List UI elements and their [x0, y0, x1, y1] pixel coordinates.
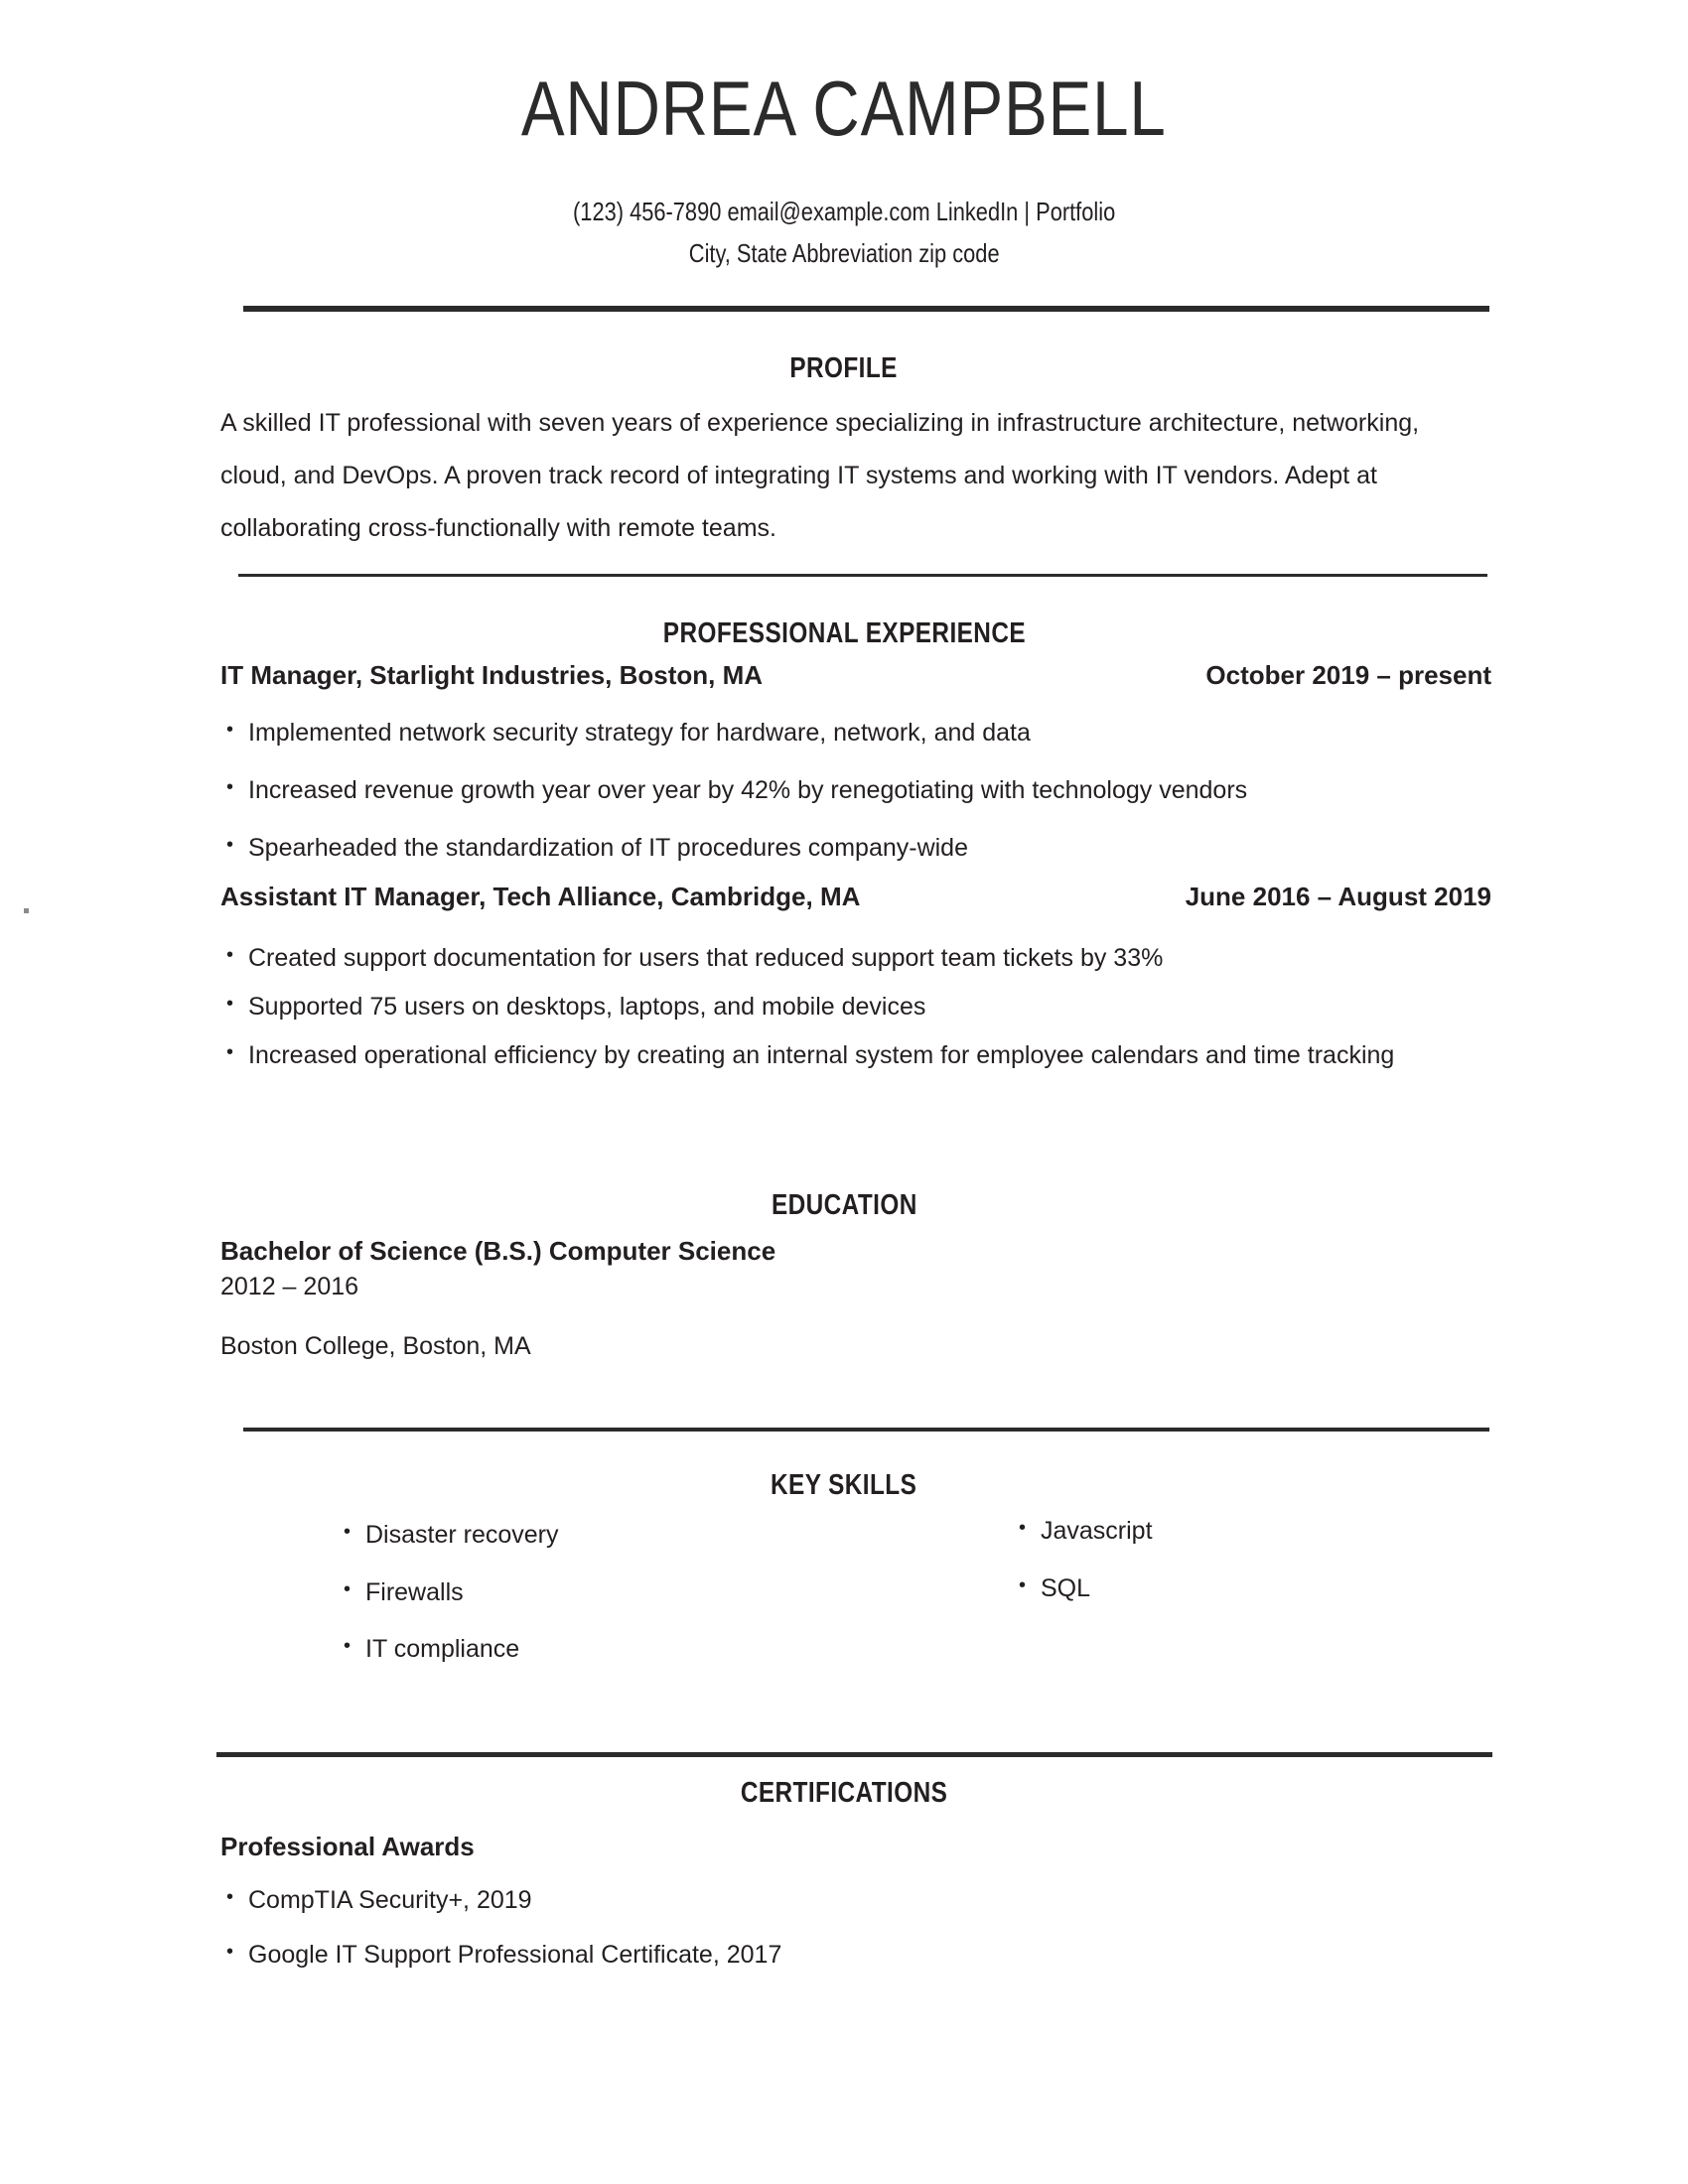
experience-entry-header — [220, 660, 1491, 691]
list-item: • Supported 75 users on desktops, laptops, and mobile devices — [220, 991, 1491, 1024]
margin-artifact-dot — [24, 908, 29, 913]
list-item: • Firewalls — [340, 1576, 1015, 1609]
list-item: • Implemented network security strategy for hardware, network, and data — [220, 717, 1491, 751]
job-dates: June 2016 – August 2019 — [1185, 882, 1491, 911]
skills-list-left — [340, 1519, 1015, 1666]
list-item: • Google IT Support Professional Certificate, 2017 — [220, 1939, 1412, 1972]
education-entry — [220, 1236, 1412, 1361]
certifications-block — [220, 1832, 1412, 1992]
experience-heading-text: PROFESSIONAL EXPERIENCE — [662, 617, 1026, 649]
divider-profile — [238, 574, 1487, 577]
experience-entry-header — [220, 882, 1491, 912]
skills-list-right — [1015, 1515, 1481, 1604]
education-years: 2012 – 2016 — [220, 1273, 359, 1301]
experience-entry — [220, 882, 1491, 1087]
section-heading-certifications — [0, 1777, 1688, 1810]
contact-location: City, State Abbreviation zip code — [688, 238, 1000, 268]
skills-column-right — [1015, 1515, 1481, 1691]
certifications-list — [220, 1884, 1412, 1971]
job-bullet-list — [220, 717, 1491, 865]
section-heading-skills — [0, 1469, 1688, 1502]
certifications-subheading: Professional Awards — [220, 1832, 475, 1861]
education-school: Boston College, Boston, MA — [220, 1331, 531, 1360]
list-item: • CompTIA Security+, 2019 — [220, 1884, 1412, 1917]
experience-entry — [220, 660, 1491, 888]
job-dates: October 2019 – present — [1205, 660, 1491, 690]
page-title — [0, 65, 1688, 152]
list-item: • IT compliance — [340, 1633, 1015, 1666]
list-item: • Javascript — [1015, 1515, 1481, 1548]
contact-line-primary — [0, 197, 1688, 227]
contact-details: (123) 456-7890 email@example.com LinkedIn | Portfolio — [572, 197, 1116, 226]
section-heading-education — [0, 1189, 1688, 1222]
education-degree: Bachelor of Science (B.S.) Computer Science — [220, 1236, 776, 1266]
skills-columns — [220, 1519, 1481, 1691]
section-heading-experience — [0, 617, 1688, 650]
section-heading-profile — [0, 352, 1688, 385]
profile-summary: A skilled IT professional with seven years of experience specializing in infrastructure architecture, networking, cloud, and DevOps. A proven track record of integrating IT systems and working with IT vendors. Adept at collaborating cross-functionally with remote teams. — [220, 409, 1420, 542]
list-item: • Disaster recovery — [340, 1519, 1015, 1552]
education-heading-text: EDUCATION — [771, 1189, 917, 1221]
job-title: IT Manager, Starlight Industries, Boston, MA — [220, 660, 764, 690]
list-item: • Spearheaded the standardization of IT procedures company-wide — [220, 832, 1491, 866]
divider-header — [243, 306, 1489, 312]
divider-certifications — [216, 1752, 1492, 1757]
list-item: • SQL — [1015, 1572, 1481, 1605]
candidate-name: ANDREA CAMPBELL — [521, 65, 1167, 152]
certifications-heading-text: CERTIFICATIONS — [740, 1777, 948, 1809]
job-bullet-list — [220, 942, 1491, 1072]
skills-heading-text: KEY SKILLS — [771, 1469, 917, 1501]
list-item: • Created support documentation for users that reduced support team tickets by 33% — [220, 942, 1491, 976]
job-title: Assistant IT Manager, Tech Alliance, Cambridge, MA — [220, 882, 861, 911]
contact-line-location — [0, 238, 1688, 269]
list-item: • Increased revenue growth year over year by 42% by renegotiating with technology vendors — [220, 774, 1491, 808]
profile-heading-text: PROFILE — [789, 352, 899, 384]
divider-skills — [243, 1428, 1489, 1432]
skills-column-left — [220, 1519, 1015, 1691]
list-item: • Increased operational efficiency by creating an internal system for employee calendars and time tracking — [220, 1039, 1491, 1073]
